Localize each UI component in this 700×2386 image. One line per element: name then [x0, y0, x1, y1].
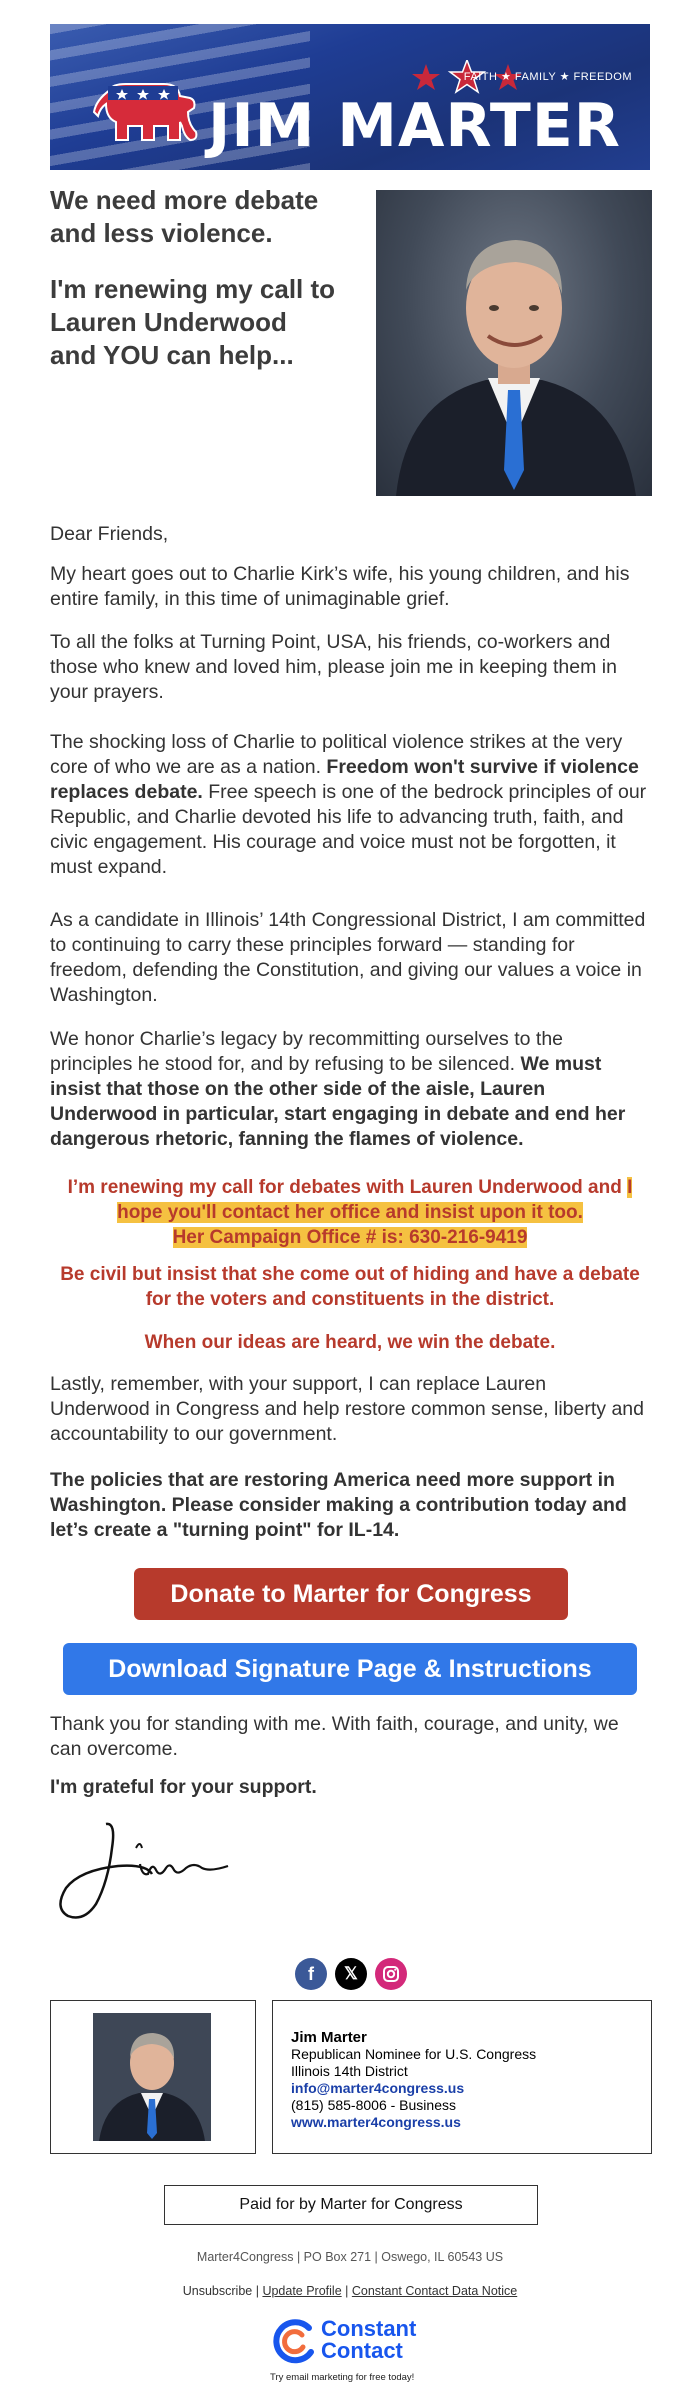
paragraph-8-text: Thank you for standing with me. With faith, courage, and unity, we can overcome.	[50, 1713, 619, 1760]
donate-button[interactable]: Donate to Marter for Congress	[134, 1568, 568, 1620]
handwritten-signature	[56, 1818, 256, 1928]
ideas-heard-text: When our ideas are heard, we win the debate.	[144, 1332, 556, 1353]
paragraph-9	[50, 1775, 650, 1800]
paragraph-4	[50, 908, 650, 1008]
x-icon[interactable]: 𝕏	[335, 1958, 367, 1990]
civil-insist-block	[50, 1262, 650, 1312]
constant-contact-badge[interactable]	[270, 2316, 441, 2383]
download-signature-page-button[interactable]: Download Signature Page & Instructions	[63, 1643, 637, 1695]
footer-separator: |	[341, 2284, 352, 2298]
debate-call-block	[50, 1175, 650, 1250]
paragraph-7	[50, 1468, 650, 1543]
contact-card-details	[291, 2029, 536, 2131]
data-notice-link[interactable]: Constant Contact Data Notice	[351, 2284, 518, 2298]
contact-title: Republican Nominee for U.S. Congress	[291, 2046, 537, 2062]
campaign-banner	[50, 24, 650, 170]
contact-district: Illinois 14th District	[291, 2063, 408, 2079]
paragraph-5-text: We honor Charlie’s legacy by recommitting ourselves to the principles he stood for, and by refusing to be silenced.	[50, 1028, 564, 1075]
greeting-text: Dear Friends,	[50, 523, 169, 545]
intro-heading-debate: We need more debate and less violence.	[50, 185, 319, 248]
contact-email-link[interactable]: info@marter4congress.us	[291, 2080, 465, 2096]
contact-card-photo-box	[50, 2000, 256, 2154]
gop-elephant-icon	[92, 82, 198, 144]
contact-card-photo	[93, 2013, 211, 2141]
candidate-portrait	[376, 190, 652, 496]
intro-headings	[50, 184, 340, 372]
ideas-heard-block	[50, 1330, 650, 1355]
contact-phone: (815) 585-8006 - Business	[291, 2097, 456, 2113]
greeting	[50, 522, 650, 547]
update-profile-link[interactable]: Update Profile	[262, 2284, 342, 2298]
paid-for-disclaimer: Paid for by Marter for Congress	[164, 2185, 538, 2225]
footer-address: Marter4Congress | PO Box 271 | Oswego, IL 60543 US	[196, 2250, 504, 2264]
contact-office-highlight: I hope you'll contact her office and insist upon it too.	[117, 1177, 633, 1223]
paragraph-2-text: To all the folks at Turning Point, USA, his friends, co-workers and those who knew and loved him, please join me in keeping them in your prayers.	[50, 631, 617, 703]
footer-links	[0, 2284, 700, 2298]
paragraph-6-text: Lastly, remember, with your support, I can replace Lauren Underwood in Congress and help restore common sense, liberty and accountability to our government.	[50, 1373, 644, 1445]
contact-card-info-box	[272, 2000, 652, 2154]
paragraph-5-bold: We must insist that those on the other side of the aisle, Lauren Underwood in particular, start engaging in debate and end her dangerous rhetoric, fanning the flames of violence.	[50, 1053, 626, 1150]
paragraph-5	[50, 1027, 650, 1152]
constant-contact-tagline: Try email marketing for free today!	[270, 2372, 415, 2383]
portrait-illustration	[376, 190, 652, 496]
paragraph-3	[50, 730, 650, 880]
contact-name: Jim Marter	[291, 2029, 367, 2046]
facebook-icon[interactable]: f	[295, 1958, 327, 1990]
debate-call-text: I’m renewing my call for debates with Lauren Underwood and	[67, 1177, 628, 1198]
paragraph-8	[50, 1712, 650, 1762]
unsubscribe-link[interactable]: Unsubscribe	[182, 2284, 253, 2298]
instagram-icon[interactable]	[375, 1958, 407, 1990]
banner-candidate-name: JIM MARTER	[208, 91, 622, 161]
paragraph-7-text: The policies that are restoring America need more support in Washington. Please consider making a contribution today and let’s create a "turning point" for IL-14.	[50, 1469, 627, 1541]
paragraph-9-text: I'm grateful for your support.	[50, 1776, 317, 1798]
paragraph-2	[50, 630, 650, 705]
campaign-office-phone: Her Campaign Office # is: 630-216-9419	[172, 1227, 528, 1248]
cc-wordmark-line-2: Contact	[321, 2338, 403, 2363]
intro-heading-renewing: I'm renewing my call to Lauren Underwood and YOU can help...	[50, 274, 336, 370]
paragraph-4-text: As a candidate in Illinois’ 14th Congressional District, I am committed to continuing to carry these principles forward — standing for freedom, defending the Constitution, and giving our values a voice in Washington.	[50, 909, 646, 1006]
paragraph-6	[50, 1372, 650, 1447]
contact-website-link[interactable]: www.marter4congress.us	[291, 2114, 461, 2130]
civil-insist-text: Be civil but insist that she come out of hiding and have a debate for the voters and constituents in the district.	[60, 1264, 640, 1310]
constant-contact-logo-icon	[271, 2318, 317, 2364]
instagram-glyph-icon	[382, 1965, 400, 1983]
banner-tagline: FAITH ★ FAMILY ★ FREEDOM	[463, 71, 632, 83]
paragraph-3-text-a: The shocking loss of Charlie to political violence strikes at the very core of who we are as a nation.	[50, 731, 623, 778]
paragraph-1	[50, 562, 650, 612]
contact-card-portrait	[93, 2013, 211, 2141]
constant-contact-wordmark	[321, 2318, 416, 2362]
paragraph-3-text-b: Free speech is one of the bedrock principles of our Republic, and Charlie devoted his life to advancing truth, faith, and civic engagement. His courage and voice must not be forgotten, it must expand.	[50, 781, 647, 878]
cc-wordmark-line-1: Constant	[321, 2316, 417, 2341]
paragraph-1-text: My heart goes out to Charlie Kirk’s wife, his young children, and his entire family, in this time of unimaginable grief.	[50, 563, 630, 610]
footer-separator: |	[252, 2284, 263, 2298]
paragraph-3-bold: Freedom won't survive if violence replaces debate.	[50, 756, 639, 803]
